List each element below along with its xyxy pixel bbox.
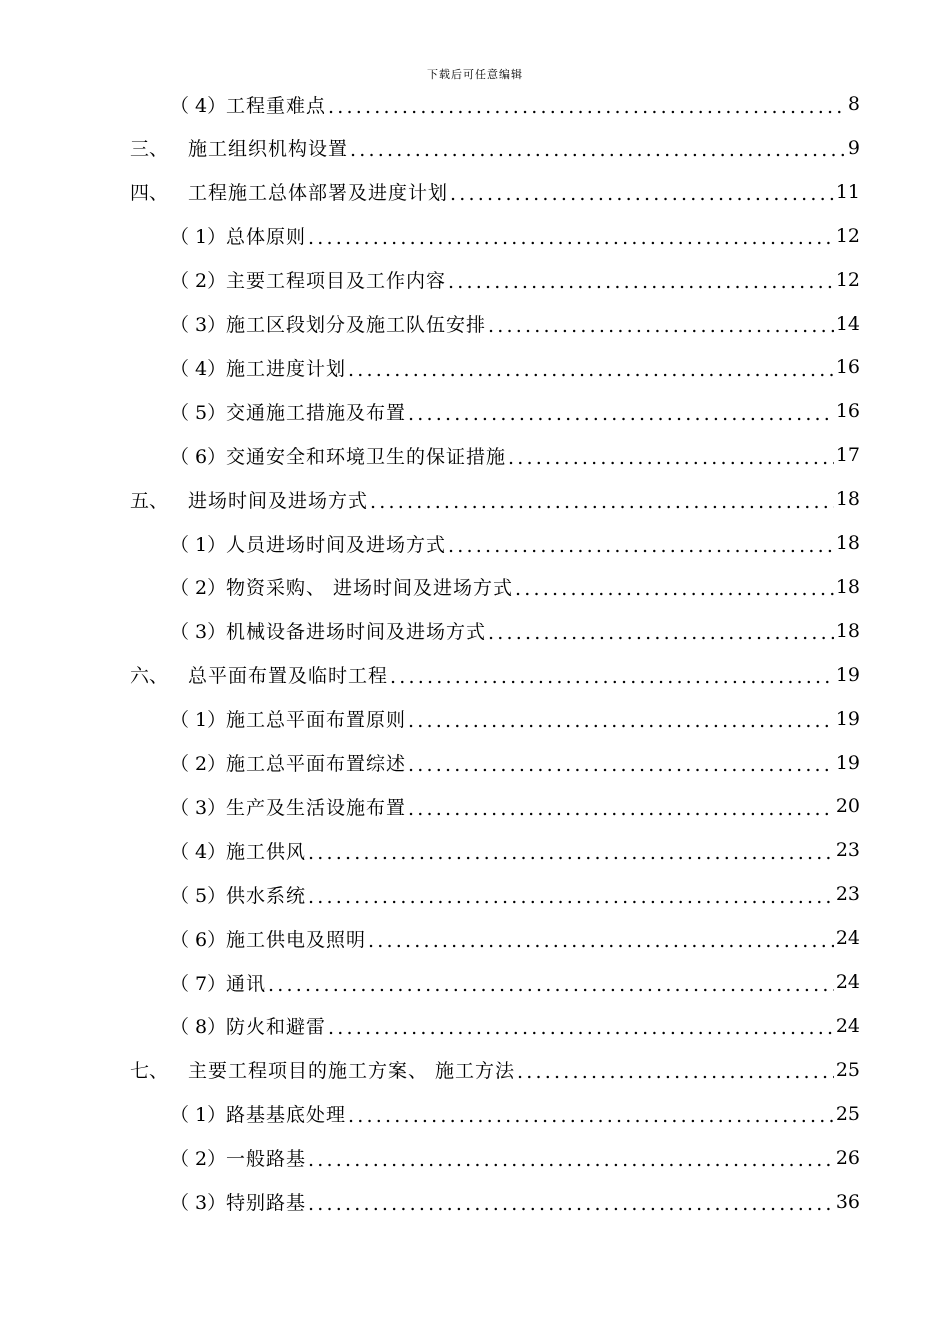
toc-entry-title: 一般路基 — [226, 1148, 307, 1171]
toc-dot-leader — [268, 970, 834, 995]
toc-entry[interactable] — [130, 128, 860, 168]
toc-entry[interactable] — [170, 304, 860, 344]
toc-entry-page-number: 23 — [835, 839, 860, 862]
toc-entry-number: 四、 — [130, 182, 169, 205]
toc-entry-title: 交通施工措施及布置 — [226, 401, 407, 424]
toc-entry[interactable] — [170, 216, 860, 256]
toc-entry[interactable] — [130, 1050, 860, 1090]
toc-dot-leader — [488, 311, 834, 336]
toc-entry-number: （ 8） — [170, 1016, 227, 1039]
toc-dot-leader — [390, 662, 834, 687]
toc-dot-leader — [408, 399, 834, 424]
toc-entry[interactable] — [170, 918, 860, 958]
toc-entry[interactable] — [170, 962, 860, 1002]
toc-entry-title: 路基基底处理 — [226, 1104, 347, 1127]
toc-entry-page-number: 36 — [835, 1190, 860, 1213]
toc-entry[interactable] — [170, 611, 860, 651]
toc-entry[interactable] — [170, 1006, 860, 1046]
toc-entry-page-number: 19 — [835, 751, 860, 774]
toc-entry-number: （ 4） — [170, 94, 227, 117]
toc-entry-title: 特别路基 — [226, 1192, 307, 1214]
toc-entry-number: 七、 — [130, 1060, 169, 1083]
toc-dot-leader — [348, 1101, 834, 1126]
toc-dot-leader — [328, 1013, 834, 1038]
toc-entry-title: 供水系统 — [226, 884, 307, 907]
toc-dot-leader — [488, 618, 834, 643]
toc-entry-title: 施工组织机构设置 — [188, 138, 349, 161]
toc-dot-leader — [370, 487, 834, 512]
toc-entry-page-number: 14 — [835, 312, 860, 335]
toc-entry-page-number: 26 — [835, 1146, 860, 1169]
toc-entry[interactable] — [130, 479, 860, 519]
toc-entry-number: （ 5） — [170, 884, 227, 907]
toc-entry[interactable] — [170, 786, 860, 826]
toc-dot-leader — [508, 443, 834, 468]
toc-dot-leader — [308, 223, 834, 248]
toc-entry[interactable] — [170, 743, 860, 783]
toc-entry-title: 施工供电及照明 — [226, 928, 367, 951]
toc-entry-number: （ 1） — [170, 226, 227, 249]
toc-entry-page-number: 24 — [835, 971, 860, 993]
toc-entry-number: （ 1） — [170, 709, 227, 732]
toc-entry-title: 总体原则 — [226, 226, 307, 249]
toc-entry-page-number: 25 — [835, 1058, 860, 1081]
toc-entry-page-number: 11 — [835, 180, 860, 203]
toc-entry-page-number: 18 — [835, 488, 860, 511]
toc-entry-number: （ 3） — [170, 314, 227, 336]
toc-entry-page-number: 12 — [835, 224, 860, 247]
toc-dot-leader — [308, 1145, 834, 1170]
toc-entry-page-number: 19 — [835, 663, 860, 686]
toc-dot-leader — [350, 135, 846, 160]
toc-entry-title: 机械设备进场时间及进场方式 — [226, 621, 487, 644]
toc-entry-title: 施工供风 — [226, 840, 307, 863]
toc-entry-number: （ 5） — [170, 401, 227, 424]
toc-entry-title: 交通安全和环境卫生的保证措施 — [226, 445, 507, 468]
toc-entry-number: （ 3） — [170, 796, 227, 819]
toc-entry-number: （ 2） — [170, 1148, 227, 1171]
toc-entry-page-number: 18 — [835, 532, 860, 554]
toc-entry[interactable] — [170, 1138, 860, 1178]
toc-dot-leader — [448, 531, 834, 556]
toc-entry[interactable] — [170, 1182, 860, 1222]
toc-entry-number: （ 6） — [170, 928, 227, 951]
toc-entry-page-number: 18 — [835, 619, 860, 642]
toc-entry-page-number: 24 — [835, 1014, 860, 1037]
toc-entry-page-number: 25 — [835, 1102, 860, 1125]
toc-entry-page-number: 20 — [835, 795, 860, 818]
toc-entry-title: 人员进场时间及进场方式 — [226, 533, 447, 556]
toc-entry[interactable] — [170, 874, 860, 914]
toc-entry[interactable] — [170, 391, 860, 431]
toc-entry-title: 施工区段划分及施工队伍安排 — [226, 314, 487, 336]
toc-entry[interactable] — [170, 435, 860, 475]
toc-entry-title: 物资采购、 进场时间及进场方式 — [226, 577, 514, 600]
toc-entry-number: （ 3） — [170, 621, 227, 644]
toc-entry-page-number: 16 — [835, 400, 860, 423]
toc-entry[interactable] — [170, 84, 860, 124]
toc-entry[interactable] — [130, 172, 860, 212]
toc-entry[interactable] — [170, 699, 860, 739]
toc-entry-title: 进场时间及进场方式 — [188, 489, 369, 512]
toc-entry-title: 施工总平面布置综述 — [226, 753, 407, 775]
toc-entry[interactable] — [170, 347, 860, 387]
toc-entry-title: 防火和避雷 — [226, 1016, 327, 1039]
toc-entry-page-number: 9 — [847, 136, 860, 159]
toc-entry-title: 工程施工总体部署及进度计划 — [188, 182, 449, 205]
toc-entry-title: 生产及生活设施布置 — [226, 796, 407, 819]
toc-entry-number: 三、 — [130, 138, 169, 161]
toc-entry-title: 主要工程项目的施工方案、 施工方法 — [188, 1060, 516, 1083]
toc-entry-title: 施工进度计划 — [226, 357, 347, 380]
toc-dot-leader — [517, 1057, 834, 1082]
toc-dot-leader — [328, 92, 846, 117]
toc-dot-leader — [348, 355, 834, 380]
toc-entry-number: （ 6） — [170, 445, 227, 468]
toc-entry-title: 工程重难点 — [226, 94, 327, 117]
toc-entry-page-number: 19 — [835, 707, 860, 730]
toc-entry-title: 施工总平面布置原则 — [226, 709, 407, 732]
page-header: 下载后可任意编辑 — [427, 68, 523, 81]
toc-entry-page-number: 16 — [835, 356, 860, 379]
toc-entry-number: 六、 — [130, 665, 169, 688]
toc-dot-leader — [368, 926, 834, 951]
toc-entry-page-number: 12 — [835, 268, 860, 291]
toc-entry[interactable] — [170, 523, 860, 563]
toc-dot-leader — [408, 706, 834, 731]
toc-entry[interactable] — [170, 830, 860, 870]
toc-entry-title: 主要工程项目及工作内容 — [226, 270, 447, 293]
toc-entry[interactable] — [170, 567, 860, 607]
toc-entry-page-number: 18 — [835, 575, 860, 598]
toc-entry-number: （ 2） — [170, 577, 227, 600]
toc-dot-leader — [308, 1189, 834, 1214]
toc-dot-leader — [408, 794, 834, 819]
toc-entry-number: （ 4） — [170, 357, 227, 380]
toc-entry-number: （ 1） — [170, 1104, 227, 1127]
toc-entry-page-number: 17 — [835, 444, 860, 467]
toc-dot-leader — [450, 179, 834, 204]
toc-entry-page-number: 8 — [847, 93, 860, 115]
toc-entry-title: 总平面布置及临时工程 — [188, 665, 389, 688]
toc-entry-number: （ 4） — [170, 840, 227, 863]
toc-entry-page-number: 23 — [835, 883, 860, 906]
toc-entry-number: （ 2） — [170, 753, 227, 775]
toc-entry-number: 五、 — [130, 489, 169, 512]
toc-entry-number: （ 1） — [170, 533, 227, 556]
toc-dot-leader — [408, 750, 834, 775]
toc-entry-number: （ 2） — [170, 270, 227, 293]
toc-dot-leader — [515, 574, 834, 599]
toc-entry-number: （ 3） — [170, 1192, 227, 1214]
toc-entry[interactable] — [130, 655, 860, 695]
toc-dot-leader — [308, 882, 834, 907]
toc-entry-number: （ 7） — [170, 972, 227, 995]
toc-entry[interactable] — [170, 1094, 860, 1134]
toc-entry-page-number: 24 — [835, 927, 860, 950]
toc-dot-leader — [308, 838, 834, 863]
toc-entry-title: 通讯 — [226, 972, 267, 995]
toc-entry[interactable] — [170, 260, 860, 300]
toc-dot-leader — [448, 267, 834, 292]
